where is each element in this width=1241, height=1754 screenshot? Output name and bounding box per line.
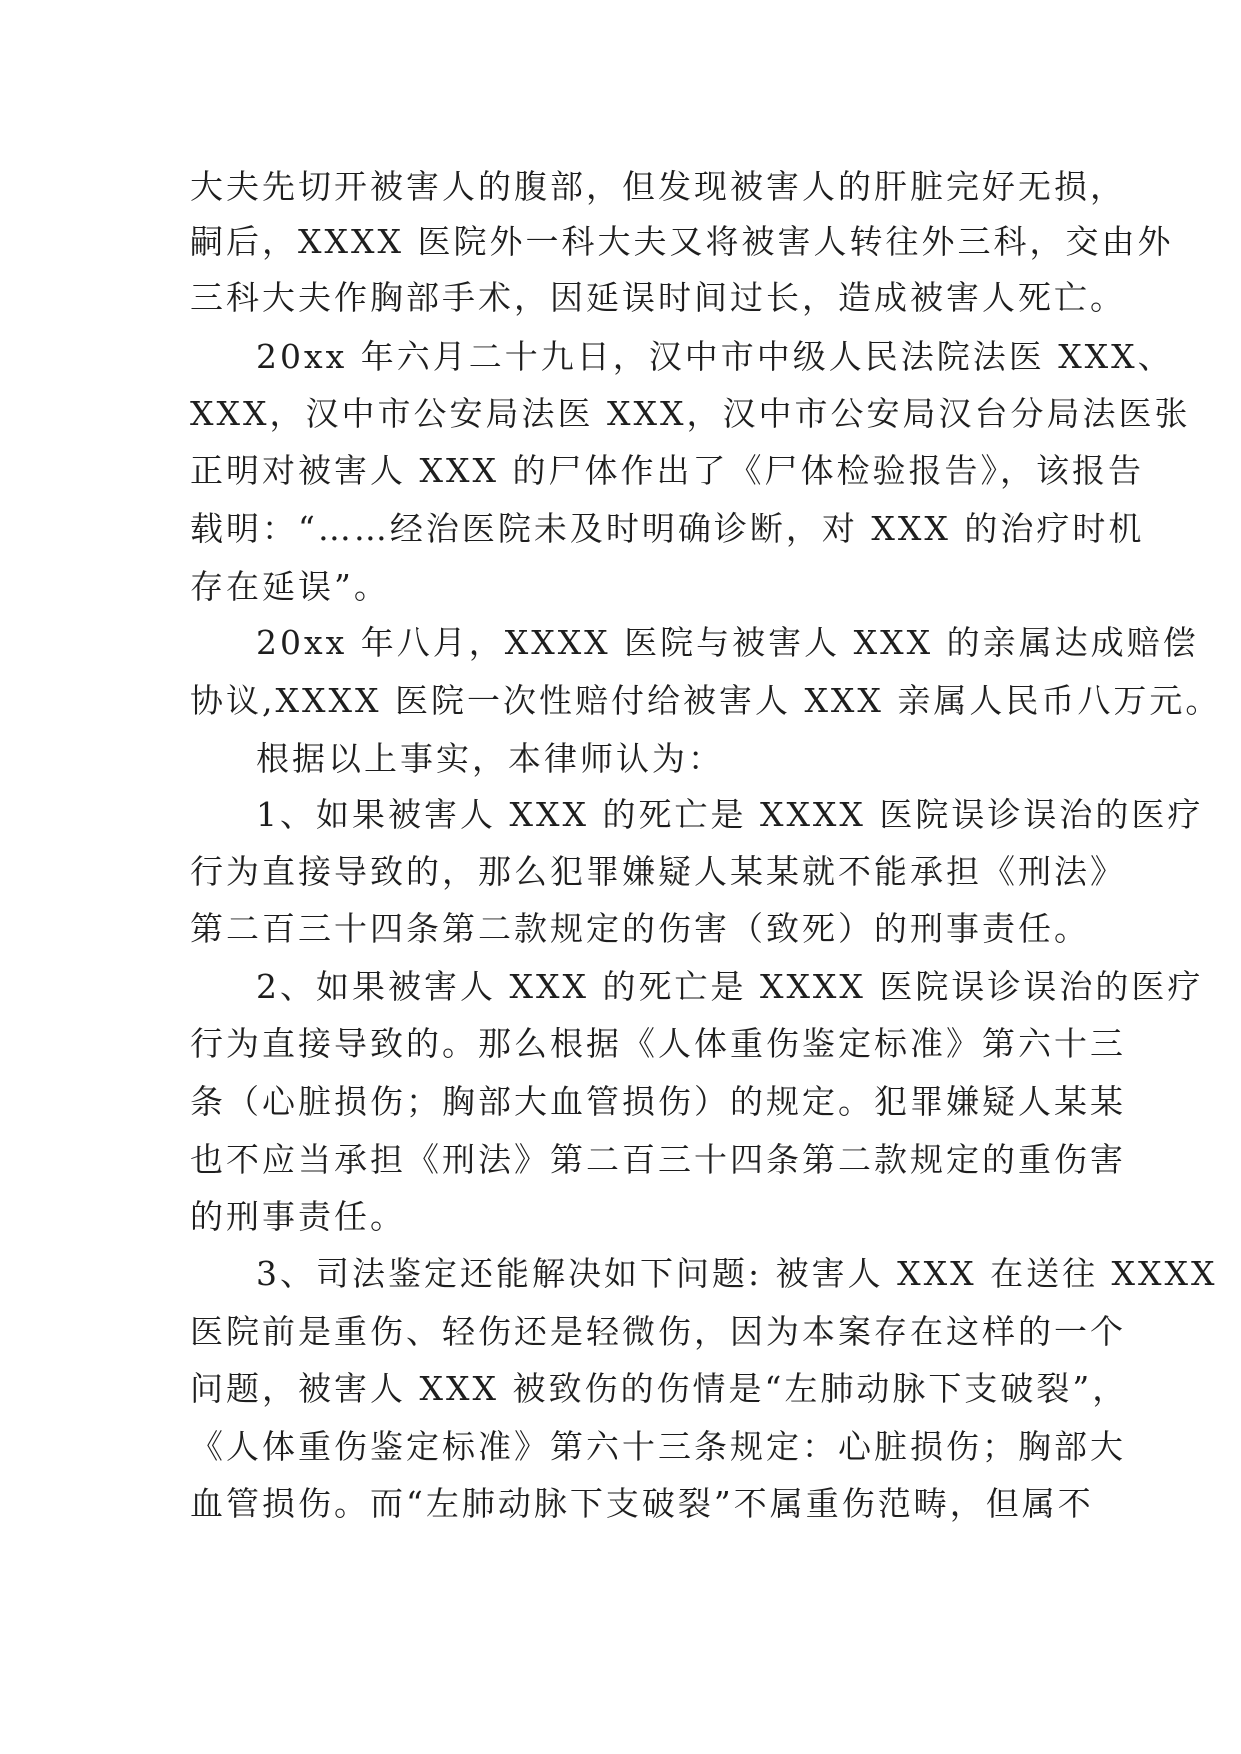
text-line: 行为直接导致的，那么犯罪嫌疑人某某就不能承担《刑法》 <box>190 852 1126 891</box>
paragraph-last-line: 的刑事责任。 <box>190 1197 406 1236</box>
paragraph-first-line: 1、如果被害人 XXX 的死亡是 XXXX 医院误诊误治的医疗 <box>256 795 1204 834</box>
text-line: XXX，汉中市公安局法医 XXX，汉中市公安局汉台分局法医张 <box>190 394 1191 433</box>
paragraph-first-line: 20xx 年八月，XXXX 医院与被害人 XXX 的亲属达成赔偿 <box>256 623 1199 662</box>
paragraph-single-line: 根据以上事实，本律师认为： <box>256 739 724 778</box>
text-line: 大夫先切开被害人的腹部，但发现被害人的肝脏完好无损， <box>190 167 1126 206</box>
text-line: 协议,XXXX 医院一次性赔付给被害人 XXX 亲属人民币八万元。 <box>190 681 1222 720</box>
text-line: 嗣后，XXXX 医院外一科大夫又将被害人转往外三科，交由外 <box>190 222 1174 261</box>
text-line: 行为直接导致的。那么根据《人体重伤鉴定标准》第六十三 <box>190 1024 1126 1063</box>
text-line: 第二百三十四条第二款规定的伤害（致死）的刑事责任。 <box>190 909 1090 948</box>
text-line: 《人体重伤鉴定标准》第六十三条规定：心脏损伤；胸部大 <box>190 1427 1126 1466</box>
text-line: 问题，被害人 XXX 被致伤的伤情是“左肺动脉下支破裂”， <box>190 1369 1129 1408</box>
text-line: 载明：“……经治医院未及时明确诊断，对 XXX 的治疗时机 <box>190 509 1145 548</box>
paragraph-last-line: 存在延误”。 <box>190 567 390 606</box>
paragraph-first-line: 2、如果被害人 XXX 的死亡是 XXXX 医院误诊误治的医疗 <box>256 967 1204 1006</box>
text-line: 条（心脏损伤；胸部大血管损伤）的规定。犯罪嫌疑人某某 <box>190 1082 1126 1121</box>
text-line: 也不应当承担《刑法》第二百三十四条第二款规定的重伤害 <box>190 1140 1126 1179</box>
paragraph-first-line: 3、司法鉴定还能解决如下问题: 被害人 XXX 在送往 XXXX <box>256 1254 1218 1293</box>
paragraph-first-line: 20xx 年六月二十九日，汉中市中级人民法院法医 XXX、 <box>256 337 1174 376</box>
text-line: 血管损伤。而“左肺动脉下支破裂”不属重伤范畴，但属不 <box>190 1484 1094 1523</box>
text-line: 医院前是重伤、轻伤还是轻微伤，因为本案存在这样的一个 <box>190 1312 1126 1351</box>
text-line: 正明对被害人 XXX 的尸体作出了《尸体检验报告》，该报告 <box>190 451 1144 490</box>
text-line: 三科大夫作胸部手术，因延误时间过长，造成被害人死亡。 <box>190 278 1126 317</box>
